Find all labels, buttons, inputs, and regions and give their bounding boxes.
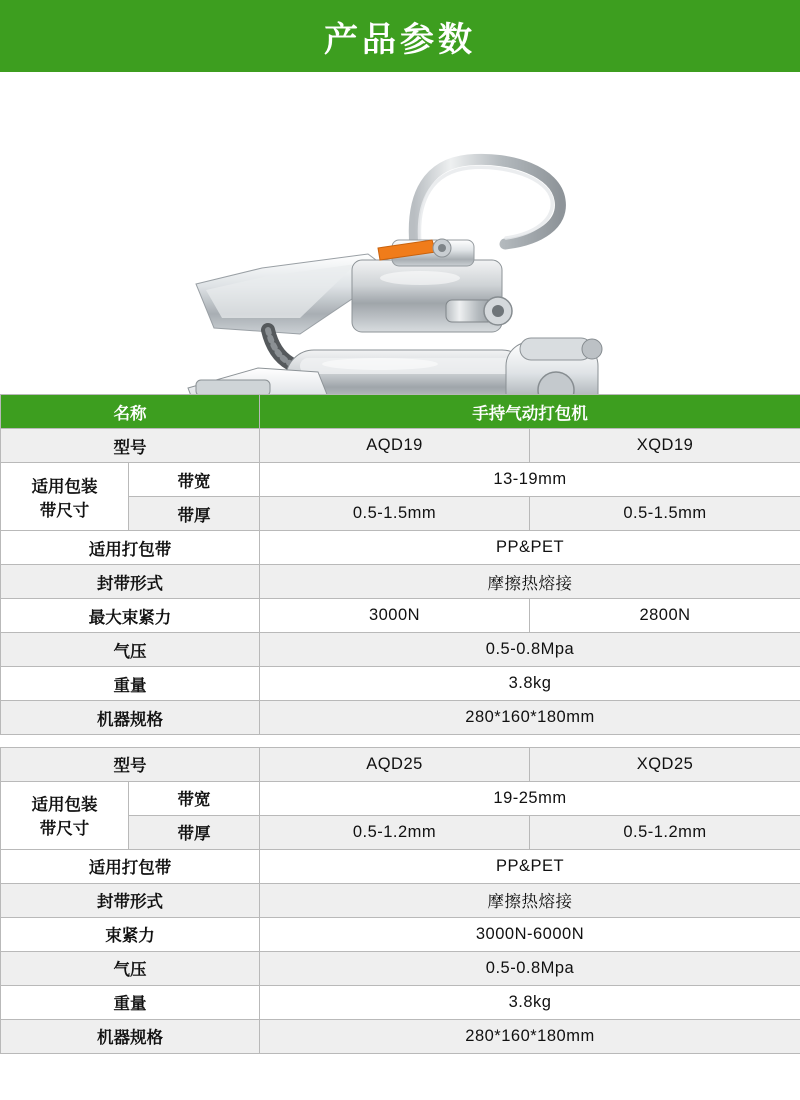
row-strap-type-label: 适用打包带: [1, 531, 260, 565]
table-row: [1, 849, 800, 883]
row-air-pressure-value: 0.5-0.8Mpa: [260, 633, 800, 667]
row-model-label: 型号: [1, 429, 260, 463]
row2-dimensions-label: 机器规格: [1, 1019, 260, 1053]
row2-dimensions-value: 280*160*180mm: [260, 1019, 800, 1053]
row2-weight-value: 3.8kg: [260, 985, 800, 1019]
row-strap-width-value: 13-19mm: [260, 463, 800, 497]
row-seal-type-value: 摩擦热熔接: [260, 565, 800, 599]
row2-tension-value: 3000N-6000N: [260, 917, 800, 951]
table-row: [1, 747, 800, 781]
table-row: [1, 531, 800, 565]
table-row: [1, 667, 800, 701]
row2-strap-thickness-label: 带厚: [129, 815, 260, 849]
page-header-banner: [0, 0, 800, 72]
row2-strap-size-group-label: [1, 781, 129, 849]
row-max-tension-right: 2800N: [530, 599, 800, 633]
group-label-line1: 适用包装: [31, 477, 98, 496]
table-row: [1, 633, 800, 667]
page-title: 产品参数: [324, 20, 476, 59]
row-air-pressure-label: 气压: [1, 633, 260, 667]
row2-strap-type-label: 适用打包带: [1, 849, 260, 883]
row-strap-thickness-right: 0.5-1.5mm: [530, 497, 800, 531]
table-row: [1, 883, 800, 917]
group2-label-line1: 适用包装: [31, 796, 98, 814]
table1-header-value: 手持气动打包机: [260, 395, 800, 429]
row-strap-size-group-label: [1, 463, 129, 531]
row-strap-type-value: PP&PET: [260, 531, 800, 565]
spec-table-25: [0, 747, 800, 1054]
row2-seal-type-label: 封带形式: [1, 883, 260, 917]
row-model-value-aqd19: AQD19: [260, 429, 530, 463]
table1-header-label: 名称: [1, 395, 260, 429]
table-row: [1, 599, 800, 633]
row2-air-pressure-value: 0.5-0.8Mpa: [260, 951, 800, 985]
row-model-value-xqd19: XQD19: [530, 429, 800, 463]
row-dimensions-value: 280*160*180mm: [260, 701, 800, 735]
group-label-line2: 带尺寸: [39, 501, 90, 520]
row2-tension-label: 束紧力: [1, 917, 260, 951]
row-strap-thickness-left: 0.5-1.5mm: [260, 497, 530, 531]
row2-model-value-aqd25: AQD25: [260, 747, 530, 781]
row-dimensions-label: 机器规格: [1, 701, 260, 735]
row2-model-label: 型号: [1, 747, 260, 781]
group2-label-line2: 带尺寸: [39, 820, 90, 838]
row-strap-thickness-label: 带厚: [129, 497, 260, 531]
row2-model-value-xqd25: XQD25: [530, 747, 800, 781]
spec-table-19: [0, 394, 800, 747]
row2-strap-thickness-left: 0.5-1.2mm: [260, 815, 530, 849]
row-seal-type-label: 封带形式: [1, 565, 260, 599]
row-max-tension-label: 最大束紧力: [1, 599, 260, 633]
table-row: [1, 917, 800, 951]
row2-seal-type-value: 摩擦热熔接: [260, 883, 800, 917]
row-max-tension-left: 3000N: [260, 599, 530, 633]
table-row: [1, 985, 800, 1019]
product-image-area: [0, 72, 800, 394]
table-row: [1, 781, 800, 815]
row2-strap-width-value: 19-25mm: [260, 781, 800, 815]
row2-weight-label: 重量: [1, 985, 260, 1019]
row2-strap-width-label: 带宽: [129, 781, 260, 815]
table-row: [1, 1019, 800, 1053]
row2-strap-thickness-right: 0.5-1.2mm: [530, 815, 800, 849]
row2-strap-type-value: PP&PET: [260, 849, 800, 883]
table-row: [1, 565, 800, 599]
table-row: [1, 701, 800, 735]
table-row: [1, 429, 800, 463]
row-weight-value: 3.8kg: [260, 667, 800, 701]
pneumatic-strapping-tool-illustration: [0, 72, 800, 394]
table-row: [1, 951, 800, 985]
table-row: [1, 463, 800, 497]
table-row: [1, 395, 800, 429]
row-strap-width-label: 带宽: [129, 463, 260, 497]
table-gap: [1, 735, 800, 747]
row-weight-label: 重量: [1, 667, 260, 701]
row2-air-pressure-label: 气压: [1, 951, 260, 985]
